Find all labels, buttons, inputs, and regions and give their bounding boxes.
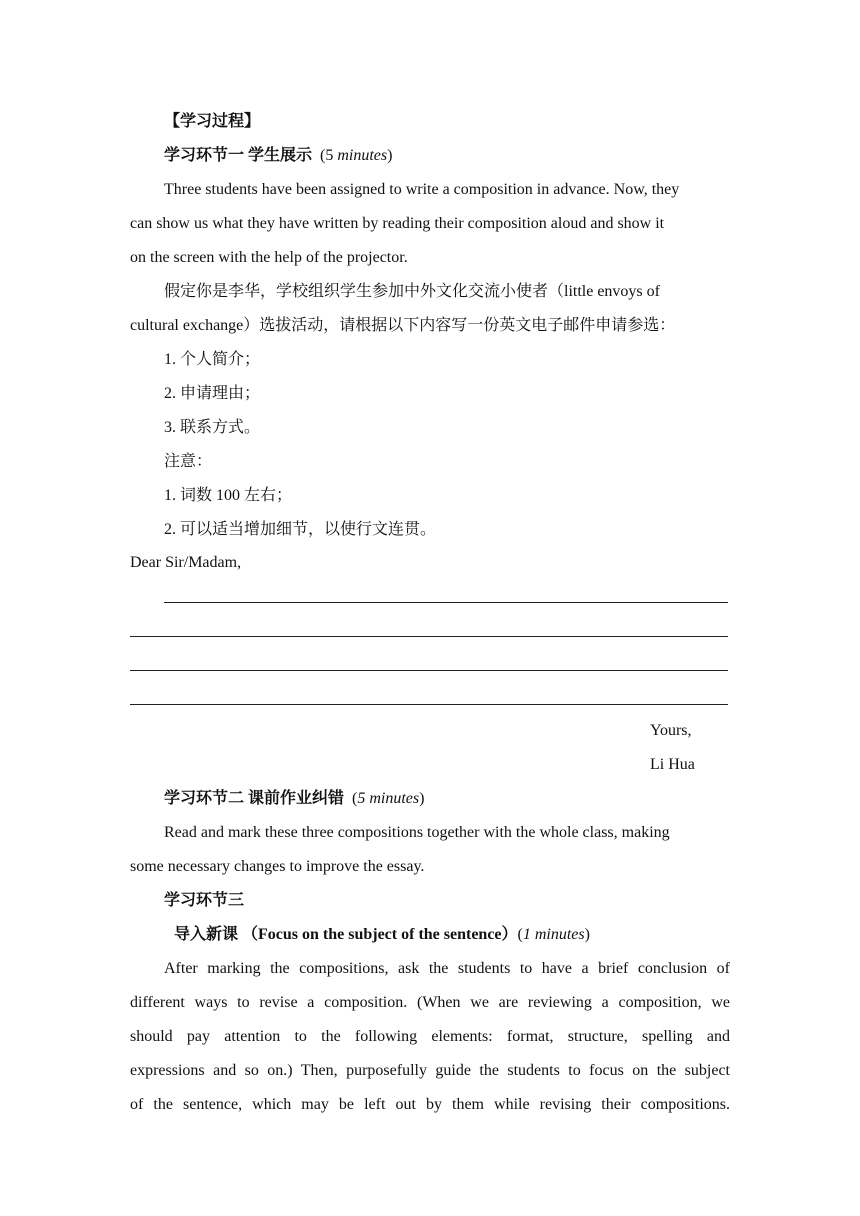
task-line-1: 假定你是李华，学校组织学生参加中外文化交流小使者（little envoys of	[164, 283, 660, 300]
step3-para-line-1: After marking the compositions, ask the students to have a brief conclusion of	[164, 960, 730, 977]
step3-para-line-4: expressions and so on.) Then, purposefully guide the students to focus on the subject	[130, 1062, 730, 1079]
task-item-3: 3. 联系方式。	[164, 419, 261, 436]
step3-sub-time-open: (	[517, 926, 523, 943]
note-item-1: 1. 词数 100 左右；	[164, 487, 293, 504]
note-item-2: 2. 可以适当增加细节，以使行文连贯。	[164, 521, 437, 538]
writing-line-2	[130, 636, 728, 637]
letter-signature: Li Hua	[650, 756, 695, 773]
section-header: 【学习过程】	[164, 113, 261, 130]
step3-subheading	[174, 925, 590, 945]
step3-title: 学习环节三	[164, 892, 245, 909]
step2-title: 学习环节二 课前作业纠错	[164, 790, 345, 807]
step2-time-close: )	[419, 790, 425, 807]
task-item-2: 2. 申请理由；	[164, 385, 261, 402]
step3-para-line-3: should pay attention to the following elements: format, structure, spelling and	[130, 1028, 730, 1045]
note-label: 注意：	[164, 453, 213, 470]
step3-sub-time-unit: 1 minutes	[522, 926, 585, 943]
step3-para-line-5: of the sentence, which may be left out by them while revising their compositions.	[130, 1096, 730, 1113]
step2-para-line-1: Read and mark these three compositions together with the whole class, making	[164, 824, 670, 841]
step3-sub-title: 导入新课 （Focus on the subject of the sentence）	[174, 926, 518, 943]
step1-para-line-3: on the screen with the help of the projector.	[130, 249, 408, 266]
step3-para-line-2: different ways to revise a composition. (When we are reviewing a composition, we	[130, 994, 730, 1011]
step1-time-unit: minutes	[337, 147, 388, 164]
task-line-2: cultural exchange）选拔活动，请根据以下内容写一份英文电子邮件申请参选：	[130, 317, 676, 334]
step1-title: 学习环节一 学生展示	[164, 147, 313, 164]
writing-line-3	[130, 670, 728, 671]
writing-line-1	[164, 602, 728, 603]
letter-closing: Yours,	[650, 722, 692, 739]
step3-sub-time-close: )	[584, 926, 590, 943]
letter-greeting: Dear Sir/Madam,	[130, 554, 242, 571]
writing-line-4	[130, 704, 728, 705]
step1-para-line-1: Three students have been assigned to write a composition in advance. Now, they	[164, 181, 680, 198]
step2-heading	[164, 789, 424, 809]
step1-time-close: )	[387, 147, 393, 164]
step1-time-open: (5	[320, 147, 338, 164]
step1-para-line-2: can show us what they have written by reading their composition aloud and show it	[130, 215, 665, 232]
step2-time-unit: 5 minutes	[357, 790, 420, 807]
step2-para-line-2: some necessary changes to improve the essay.	[130, 858, 425, 875]
step1-heading	[164, 146, 392, 166]
task-item-1: 1. 个人简介；	[164, 351, 261, 368]
step2-time-open: (	[352, 790, 358, 807]
